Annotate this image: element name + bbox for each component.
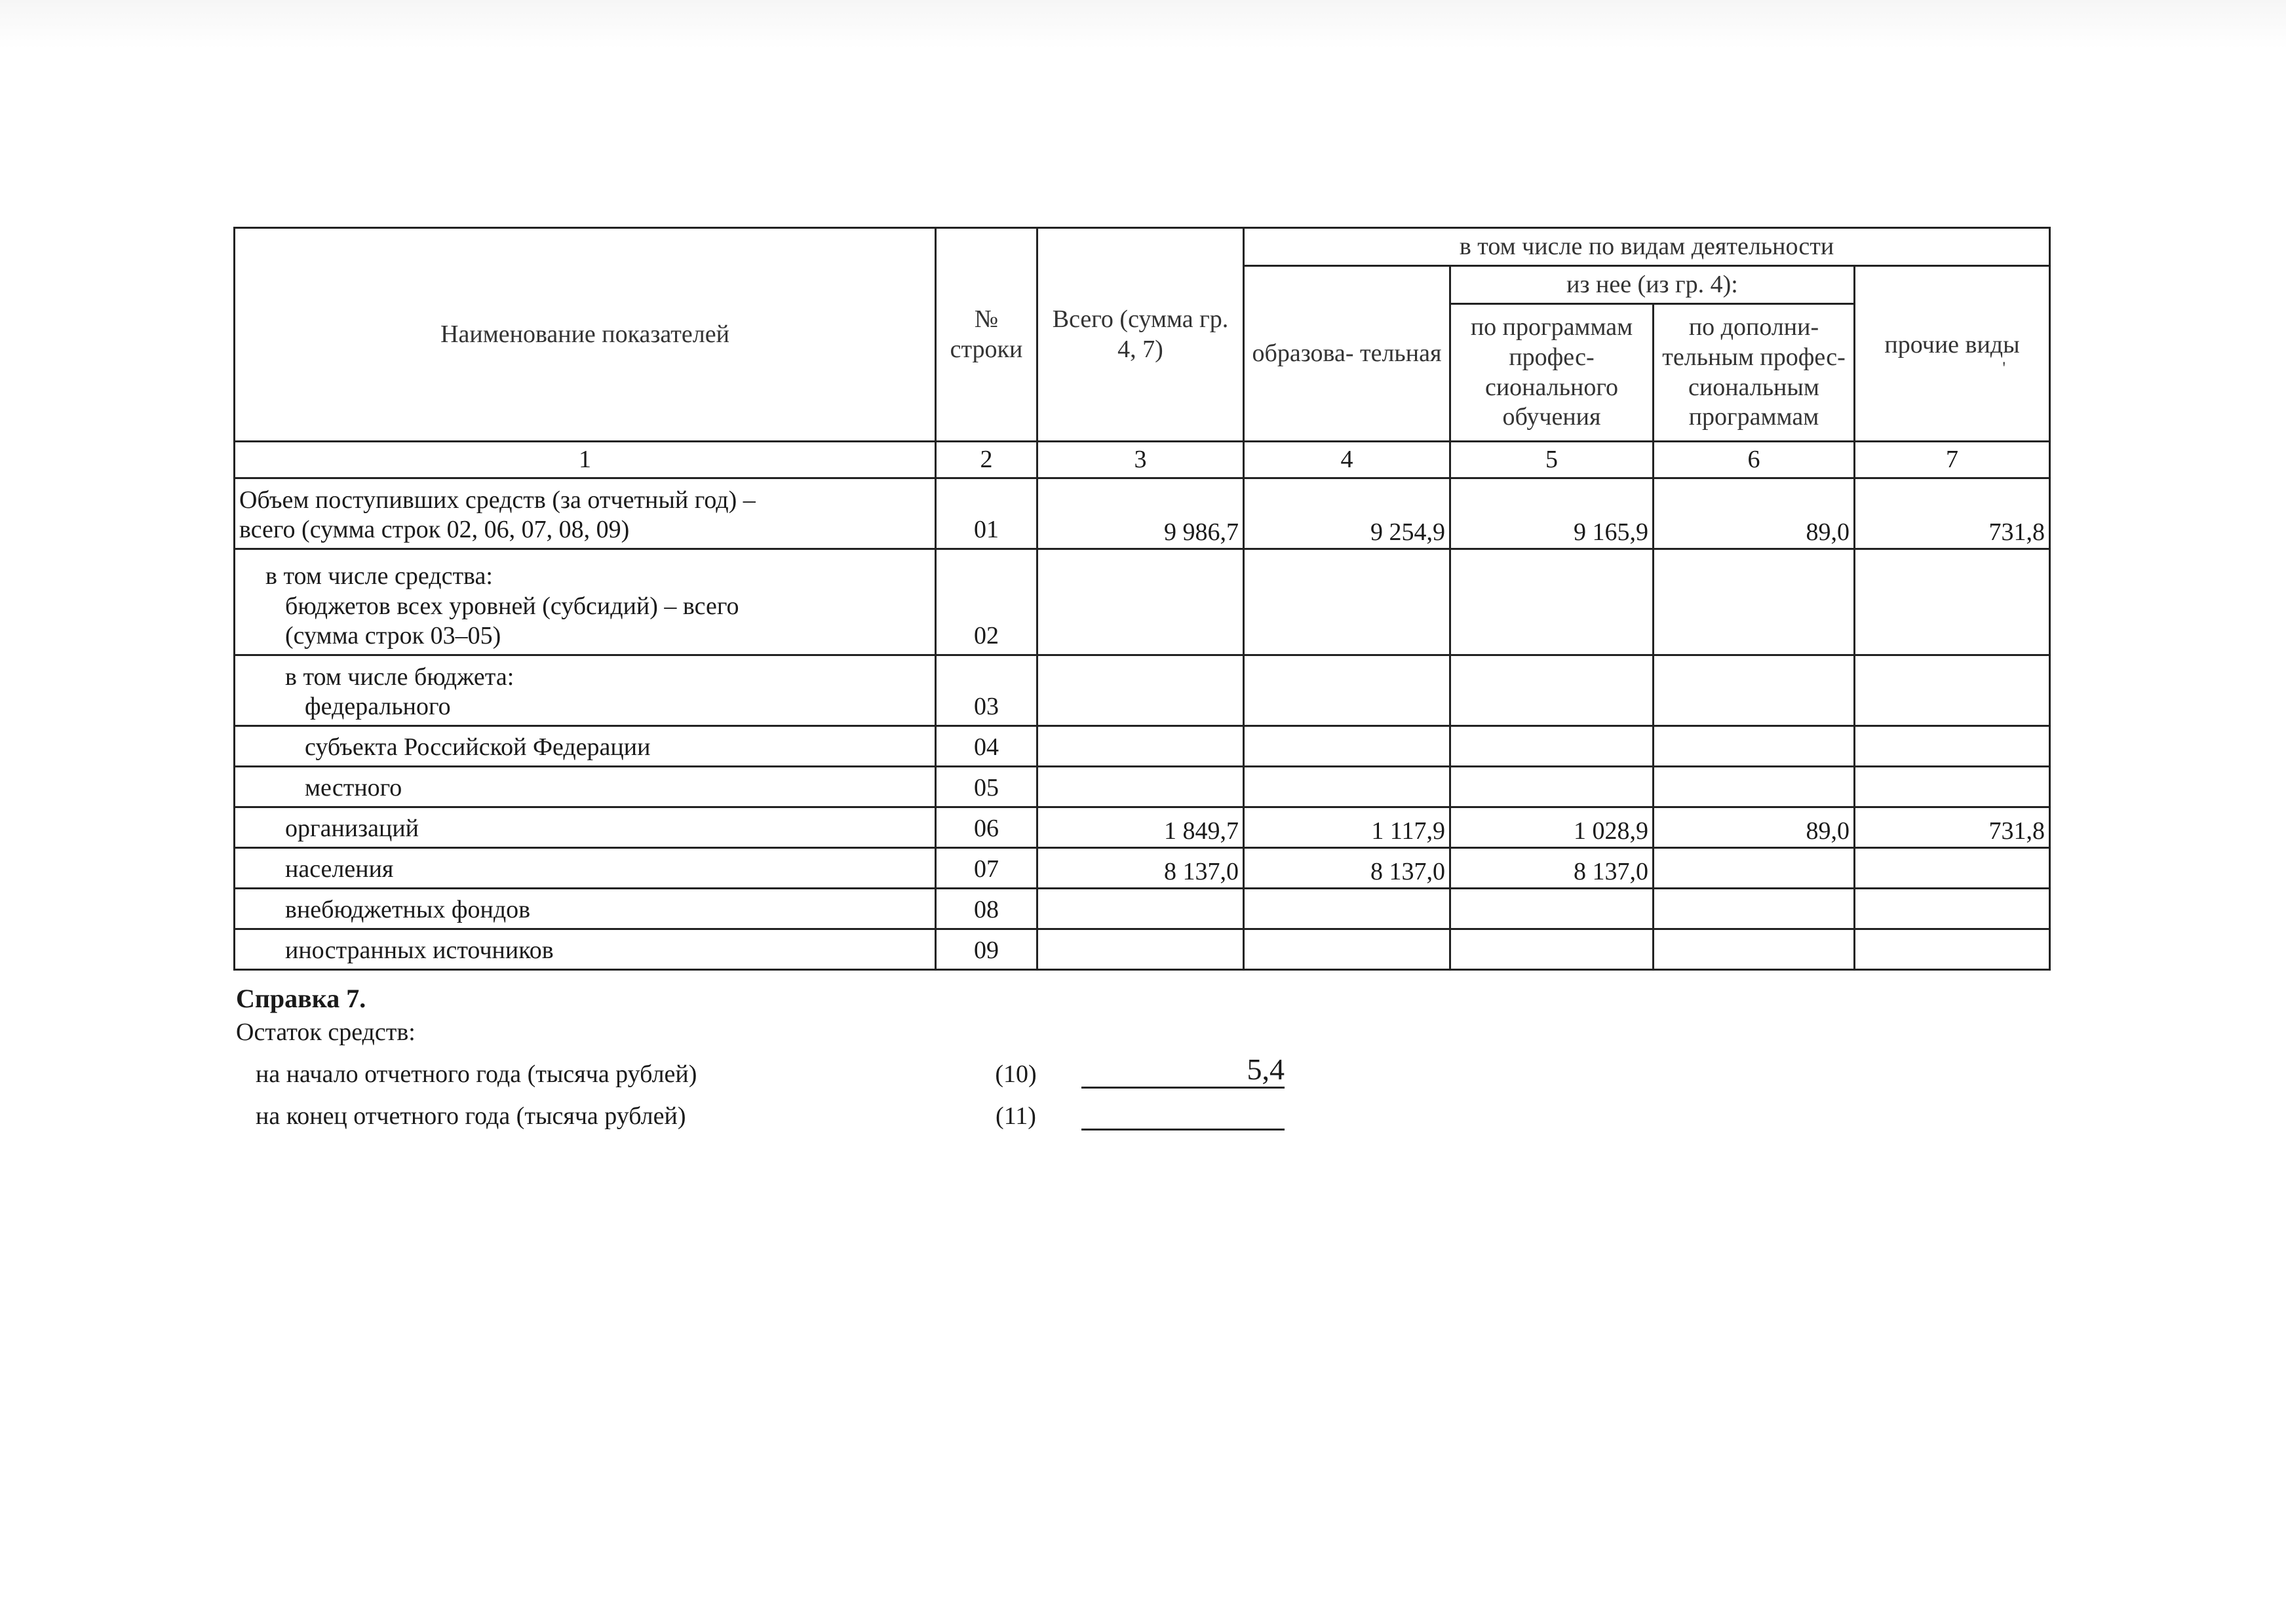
header-name: Наименование показателей bbox=[235, 228, 936, 442]
table-row bbox=[235, 848, 2050, 889]
cell-additional: 89,0 bbox=[1654, 807, 1855, 848]
cell-other bbox=[1855, 726, 2050, 767]
row-name-line: местного bbox=[305, 774, 402, 802]
col-number-6: 6 bbox=[1654, 442, 1855, 478]
note-end-code: (11) bbox=[996, 1102, 1036, 1130]
cell-other: 731,8 bbox=[1855, 807, 2050, 848]
col-number-2: 2 bbox=[936, 442, 1037, 478]
row-name-line: (сумма строк 03–05) bbox=[285, 622, 501, 650]
row-name bbox=[235, 549, 936, 655]
note-subtitle: Остаток средств: bbox=[236, 1018, 416, 1046]
note-start-code: (10) bbox=[995, 1060, 1037, 1088]
row-name bbox=[235, 848, 936, 889]
header-of-which: из нее (из гр. 4): bbox=[1450, 266, 1855, 304]
header-vocational: по программам профес- сионального обучения bbox=[1450, 304, 1654, 442]
cell-total: 8 137,0 bbox=[1037, 848, 1244, 889]
cell-additional bbox=[1654, 848, 1855, 889]
cell-total bbox=[1037, 889, 1244, 929]
row-name bbox=[235, 478, 936, 549]
cell-educational bbox=[1244, 726, 1450, 767]
cell-educational: 9 254,9 bbox=[1244, 478, 1450, 549]
cell-total: 1 849,7 bbox=[1037, 807, 1244, 848]
row-name bbox=[235, 655, 936, 726]
row-name bbox=[235, 726, 936, 767]
row-name-line: иностранных источников bbox=[285, 937, 554, 965]
col-number-4: 4 bbox=[1244, 442, 1450, 478]
cell-vocational bbox=[1450, 726, 1654, 767]
cell-vocational: 9 165,9 bbox=[1450, 478, 1654, 549]
header-by-activity: в том числе по видам деятельности bbox=[1244, 228, 2050, 266]
cell-total bbox=[1037, 655, 1244, 726]
col-number-3: 3 bbox=[1037, 442, 1244, 478]
note-title: Справка 7. bbox=[236, 984, 366, 1013]
cell-additional bbox=[1654, 655, 1855, 726]
cell-total: 9 986,7 bbox=[1037, 478, 1244, 549]
row-name-line: бюджетов всех уровней (субсидий) – всего bbox=[285, 592, 739, 620]
cell-total bbox=[1037, 767, 1244, 807]
row-name bbox=[235, 889, 936, 929]
row-code: 08 bbox=[936, 889, 1037, 929]
cell-other bbox=[1855, 549, 2050, 655]
table-row bbox=[235, 929, 2050, 970]
cell-other bbox=[1855, 929, 2050, 970]
row-name-line: субъекта Российской Федерации bbox=[305, 733, 651, 762]
header-total: Всего (сумма гр. 4, 7) bbox=[1037, 228, 1244, 442]
header-additional: по дополни- тельным профес- сиональным программам bbox=[1654, 304, 1855, 442]
row-name-line: всего (сумма строк 02, 06, 07, 08, 09) bbox=[239, 516, 630, 544]
note-start-label: на начало отчетного года (тысяча рублей) bbox=[256, 1060, 697, 1088]
cell-vocational bbox=[1450, 767, 1654, 807]
row-name-line: в том числе средства: bbox=[265, 562, 493, 590]
cell-total bbox=[1037, 726, 1244, 767]
cell-additional: 89,0 bbox=[1654, 478, 1855, 549]
row-name-line: федерального bbox=[305, 693, 451, 721]
cell-total bbox=[1037, 929, 1244, 970]
cell-vocational: 8 137,0 bbox=[1450, 848, 1654, 889]
row-name-line: Объем поступивших средств (за отчетный год) – bbox=[239, 486, 756, 514]
cell-other bbox=[1855, 655, 2050, 726]
cell-educational bbox=[1244, 889, 1450, 929]
table-row bbox=[235, 767, 2050, 807]
cell-educational bbox=[1244, 549, 1450, 655]
row-code: 09 bbox=[936, 929, 1037, 970]
header-other-label: прочие виды bbox=[1884, 330, 2020, 358]
cell-total bbox=[1037, 549, 1244, 655]
cell-vocational bbox=[1450, 549, 1654, 655]
cell-additional bbox=[1654, 889, 1855, 929]
note-end-value bbox=[1081, 1096, 1285, 1131]
cell-educational bbox=[1244, 655, 1450, 726]
cell-other bbox=[1855, 767, 2050, 807]
row-code: 04 bbox=[936, 726, 1037, 767]
cell-educational bbox=[1244, 929, 1450, 970]
stray-mark: ' bbox=[2002, 358, 2006, 378]
note-section bbox=[236, 983, 1350, 1131]
cell-additional bbox=[1654, 767, 1855, 807]
row-name bbox=[235, 929, 936, 970]
note-end-label: на конец отчетного года (тысяча рублей) bbox=[256, 1102, 686, 1130]
row-name-line: населения bbox=[285, 855, 394, 883]
col-number-7: 7 bbox=[1855, 442, 2050, 478]
cell-vocational: 1 028,9 bbox=[1450, 807, 1654, 848]
note-line-end bbox=[236, 1089, 1350, 1131]
row-code: 02 bbox=[936, 549, 1037, 655]
row-code: 06 bbox=[936, 807, 1037, 848]
header-educational: образова- тельная bbox=[1244, 266, 1450, 442]
col-number-1: 1 bbox=[235, 442, 936, 478]
cell-vocational bbox=[1450, 929, 1654, 970]
cell-educational bbox=[1244, 767, 1450, 807]
cell-other bbox=[1855, 848, 2050, 889]
row-name-line: внебюджетных фондов bbox=[285, 896, 531, 924]
table-row bbox=[235, 726, 2050, 767]
cell-other bbox=[1855, 889, 2050, 929]
row-code: 05 bbox=[936, 767, 1037, 807]
table-row bbox=[235, 655, 2050, 726]
cell-educational: 1 117,9 bbox=[1244, 807, 1450, 848]
row-name bbox=[235, 767, 936, 807]
cell-additional bbox=[1654, 929, 1855, 970]
row-name-line: организаций bbox=[285, 815, 419, 843]
cell-additional bbox=[1654, 549, 1855, 655]
cell-vocational bbox=[1450, 655, 1654, 726]
cell-other: 731,8 bbox=[1855, 478, 2050, 549]
cell-additional bbox=[1654, 726, 1855, 767]
table-row bbox=[235, 478, 2050, 549]
cell-vocational bbox=[1450, 889, 1654, 929]
table-row bbox=[235, 889, 2050, 929]
table-row bbox=[235, 807, 2050, 848]
row-name-line: в том числе бюджета: bbox=[285, 663, 514, 691]
funds-report-table bbox=[233, 227, 2051, 971]
row-code: 01 bbox=[936, 478, 1037, 549]
note-line-start bbox=[236, 1047, 1350, 1089]
col-number-5: 5 bbox=[1450, 442, 1654, 478]
header-row-no: № строки bbox=[936, 228, 1037, 442]
row-name bbox=[235, 807, 936, 848]
cell-educational: 8 137,0 bbox=[1244, 848, 1450, 889]
header-other bbox=[1855, 266, 2050, 442]
row-code: 03 bbox=[936, 655, 1037, 726]
note-start-value: 5,4 bbox=[1081, 1053, 1285, 1089]
table-row bbox=[235, 549, 2050, 655]
row-code: 07 bbox=[936, 848, 1037, 889]
